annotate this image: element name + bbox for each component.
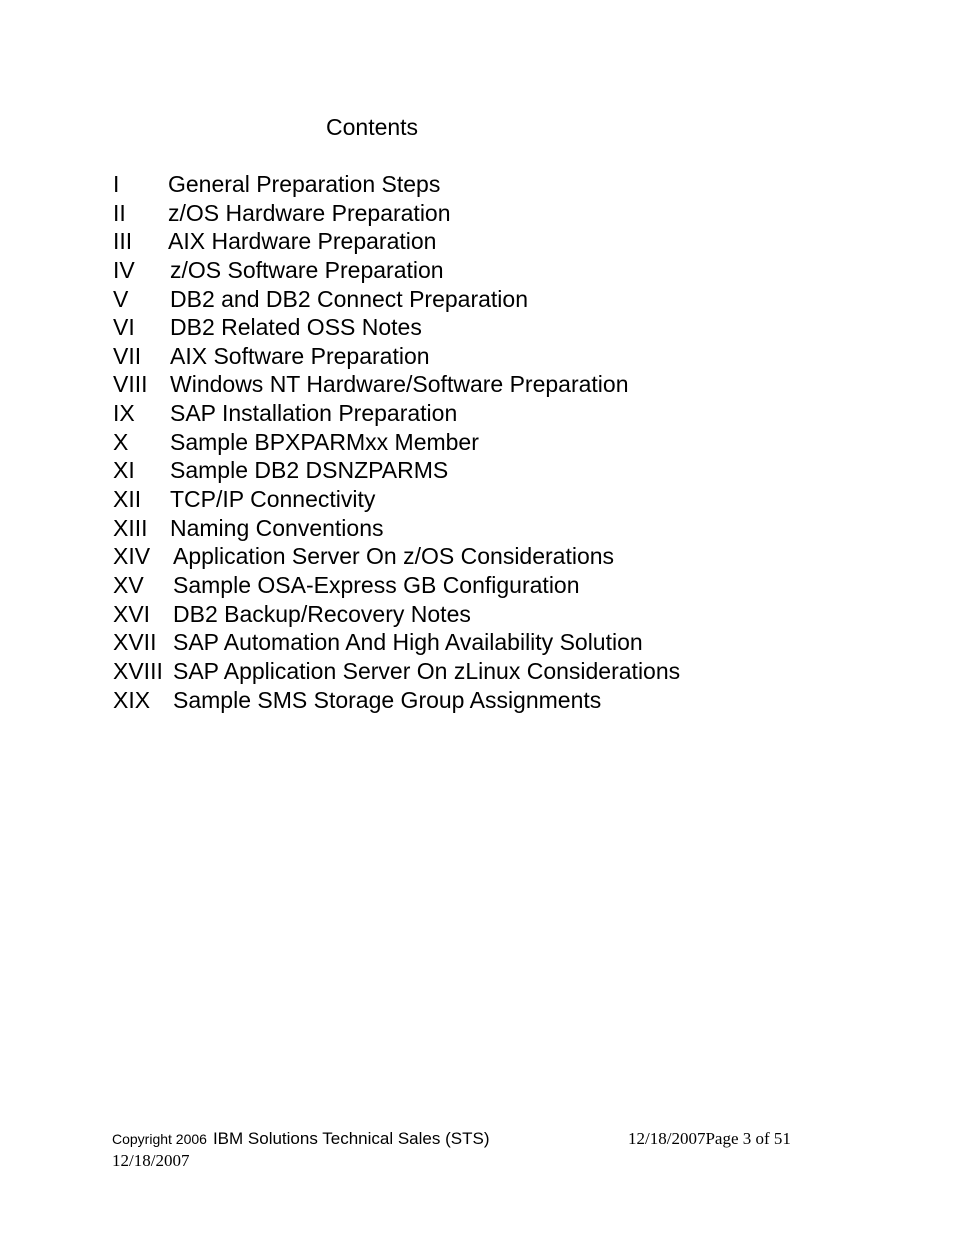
- toc-row: [113, 571, 580, 600]
- toc-numeral: IX: [113, 400, 135, 427]
- toc-entry: Application Server On z/OS Considerations: [173, 543, 615, 570]
- toc-row: [113, 342, 430, 371]
- toc-row: [113, 170, 441, 199]
- toc-numeral: XIII: [113, 514, 148, 541]
- toc-entry: Naming Conventions: [170, 514, 384, 541]
- toc-entry: SAP Installation Preparation: [170, 400, 458, 427]
- toc-row: [113, 514, 384, 543]
- toc-row: [113, 313, 422, 342]
- toc-entry: DB2 Related OSS Notes: [170, 314, 422, 341]
- toc-entry: SAP Application Server On zLinux Considerations: [173, 657, 681, 684]
- footer-copyright: Copyright 2006: [112, 1131, 207, 1147]
- toc-entry: DB2 and DB2 Connect Preparation: [170, 285, 528, 312]
- toc-numeral: X: [113, 428, 129, 455]
- toc-entry: Windows NT Hardware/Software Preparation: [170, 371, 629, 398]
- toc-numeral: XVII: [113, 629, 157, 656]
- toc-entry: Sample OSA-Express GB Configuration: [173, 571, 580, 598]
- toc-entry: Sample BPXPARMxx Member: [170, 428, 479, 455]
- toc-row: [113, 657, 681, 686]
- toc-row: [113, 428, 479, 457]
- toc-row: [113, 285, 528, 314]
- toc-numeral: VI: [113, 314, 135, 341]
- toc-row: [113, 628, 643, 657]
- toc-row: [113, 686, 602, 715]
- toc-entry: Sample SMS Storage Group Assignments: [173, 686, 602, 713]
- toc-numeral: I: [113, 171, 120, 197]
- toc-numeral: V: [113, 285, 129, 312]
- toc-row: [113, 256, 444, 285]
- footer-date: 12/18/2007: [112, 1151, 190, 1170]
- toc-row: [113, 485, 376, 514]
- toc-entry: AIX Hardware Preparation: [168, 228, 437, 255]
- toc-entry: Sample DB2 DSNZPARMS: [170, 457, 449, 484]
- toc-row: [113, 456, 449, 485]
- toc-entry: z/OS Software Preparation: [170, 256, 444, 283]
- toc-numeral: II: [113, 199, 126, 226]
- toc-row: [113, 227, 437, 256]
- page-title: Contents: [326, 114, 419, 140]
- toc-numeral: XVIII: [113, 657, 163, 684]
- toc-numeral: IV: [113, 256, 135, 283]
- toc-entry: z/OS Hardware Preparation: [168, 199, 451, 226]
- footer-company: IBM Solutions Technical Sales (STS): [212, 1129, 490, 1148]
- toc-row: [113, 542, 615, 571]
- toc-row: [113, 199, 451, 228]
- toc-entry: DB2 Backup/Recovery Notes: [173, 600, 471, 627]
- toc-numeral: VII: [113, 342, 142, 369]
- toc-entry: General Preparation Steps: [168, 171, 441, 197]
- footer-copyright-line: [112, 1129, 489, 1149]
- toc-numeral: III: [113, 228, 133, 255]
- toc-row: [113, 600, 471, 629]
- footer-date-page: 12/18/2007Page 3 of 51: [628, 1129, 791, 1148]
- toc-row: [113, 399, 458, 428]
- toc-row: [113, 370, 629, 399]
- table-of-contents: [113, 170, 681, 714]
- toc-entry: AIX Software Preparation: [170, 342, 430, 369]
- toc-entry: TCP/IP Connectivity: [170, 486, 376, 513]
- toc-numeral: XV: [113, 571, 144, 598]
- toc-numeral: XII: [113, 486, 142, 513]
- toc-numeral: XIV: [113, 543, 151, 570]
- toc-numeral: XI: [113, 457, 135, 484]
- toc-numeral: XVI: [113, 600, 151, 627]
- toc-entry: SAP Automation And High Availability Solution: [173, 629, 643, 656]
- toc-numeral: VIII: [113, 371, 148, 398]
- toc-numeral: XIX: [113, 686, 151, 713]
